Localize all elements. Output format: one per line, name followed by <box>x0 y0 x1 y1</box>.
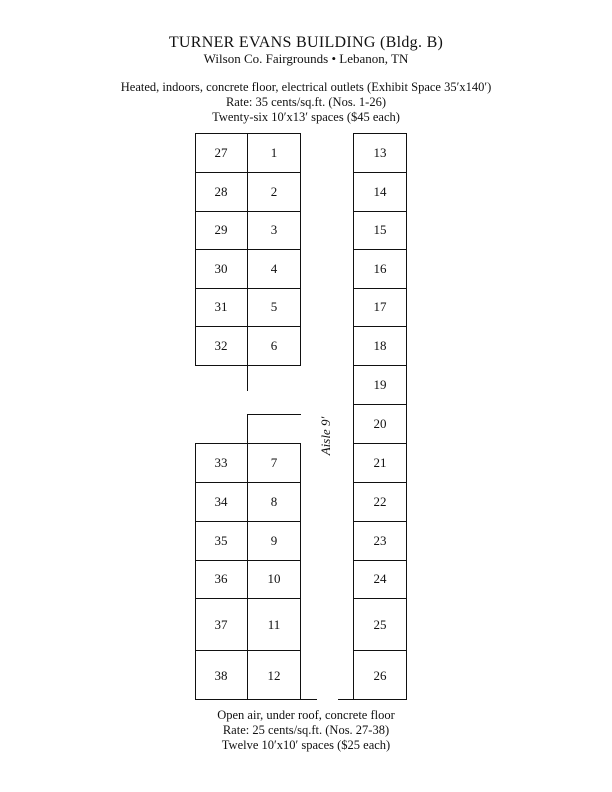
booth-number: 3 <box>270 222 278 237</box>
wall <box>195 521 301 522</box>
wall <box>353 326 407 327</box>
indoor-description: Heated, indoors, concrete floor, electrical outlets (Exhibit Space 35′x140′) <box>120 80 492 94</box>
booth-number: 6 <box>270 338 278 353</box>
booth-number: 24 <box>373 571 387 586</box>
booth-number: 7 <box>270 455 278 470</box>
wall <box>195 133 301 134</box>
outdoor-description: Open air, under roof, concrete floor <box>217 708 395 722</box>
indoor-rate: Rate: 35 cents/sq.ft. (Nos. 1-26) <box>225 95 387 109</box>
booth-number: 21 <box>373 455 387 470</box>
booth-number: 12 <box>267 668 281 683</box>
booth-number: 33 <box>214 455 228 470</box>
wall <box>353 211 407 212</box>
wall <box>195 172 301 173</box>
booth-number: 38 <box>214 668 228 683</box>
booth-number: 29 <box>214 222 228 237</box>
wall <box>195 211 301 212</box>
wall <box>353 650 407 651</box>
booth-number: 32 <box>214 338 228 353</box>
wall <box>353 560 407 561</box>
wall <box>195 443 301 444</box>
wall <box>195 560 301 561</box>
booth-number: 30 <box>214 261 228 276</box>
booth-number: 4 <box>270 261 278 276</box>
booth-number: 16 <box>373 261 387 276</box>
booth-number: 22 <box>373 494 387 509</box>
booth-number: 37 <box>214 617 228 632</box>
booth-number: 35 <box>214 533 228 548</box>
booth-number: 36 <box>214 571 228 586</box>
booth-number: 10 <box>267 571 281 586</box>
building-title: TURNER EVANS BUILDING (Bldg. B) <box>168 34 444 51</box>
location-subtitle: Wilson Co. Fairgrounds • Lebanon, TN <box>203 51 409 66</box>
booth-number: 14 <box>373 184 387 199</box>
outdoor-spaces: Twelve 10′x10′ spaces ($25 each) <box>221 738 391 752</box>
booth-number: 15 <box>373 222 387 237</box>
wall <box>195 482 301 483</box>
wall <box>195 650 301 651</box>
booth-number: 31 <box>214 299 228 314</box>
aisle-label: Aisle 9′ <box>318 416 333 456</box>
wall <box>353 288 407 289</box>
wall <box>353 249 407 250</box>
booth-number: 1 <box>270 145 278 160</box>
booth-number: 23 <box>373 533 387 548</box>
wall <box>353 172 407 173</box>
booth-number: 9 <box>270 533 278 548</box>
booth-number: 11 <box>267 617 281 632</box>
wall <box>353 482 407 483</box>
outdoor-rate: Rate: 25 cents/sq.ft. (Nos. 27-38) <box>222 723 390 737</box>
booth-number: 34 <box>214 494 228 509</box>
booth-number: 2 <box>270 184 278 199</box>
wall <box>195 699 317 700</box>
wall <box>353 443 407 444</box>
wall <box>247 414 301 415</box>
wall <box>353 404 407 405</box>
indoor-spaces: Twenty-six 10′x13′ spaces ($45 each) <box>212 110 400 124</box>
booth-number: 5 <box>270 299 278 314</box>
wall <box>247 414 248 700</box>
wall <box>195 249 301 250</box>
wall <box>353 133 407 134</box>
wall <box>195 326 301 327</box>
wall <box>338 699 407 700</box>
booth-number: 27 <box>214 145 228 160</box>
booth-number: 25 <box>373 617 387 632</box>
booth-number: 8 <box>270 494 278 509</box>
booth-number: 13 <box>373 145 387 160</box>
wall <box>353 521 407 522</box>
booth-number: 20 <box>373 416 387 431</box>
wall <box>195 598 301 599</box>
wall <box>353 133 354 700</box>
wall <box>353 365 407 366</box>
booth-number: 19 <box>373 377 387 392</box>
wall <box>195 288 301 289</box>
wall <box>406 133 407 700</box>
booth-number: 26 <box>373 668 387 683</box>
wall <box>353 598 407 599</box>
wall <box>195 365 301 366</box>
booth-number: 28 <box>214 184 228 199</box>
booth-number: 18 <box>373 338 387 353</box>
booth-number: 17 <box>373 299 387 314</box>
